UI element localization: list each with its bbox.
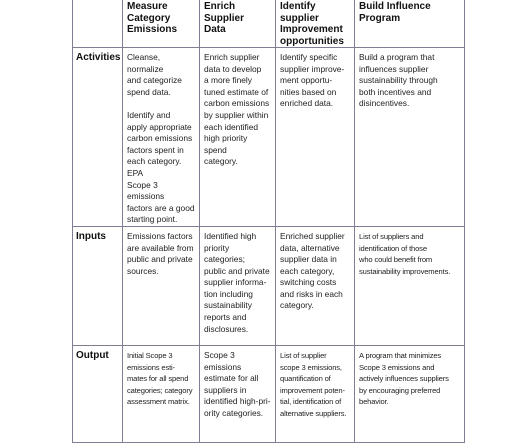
table-row	[73, 48, 465, 227]
table-cell: Enrich supplier data to develop a more finely tuned estimate of carbon emissions by supplier within each identified high priority spend category.	[200, 48, 276, 227]
table-cell: Emissions factors are available from public and private sources.	[123, 226, 200, 345]
row-header-inputs: Inputs	[73, 226, 123, 345]
row-header-activities: Activities	[73, 48, 123, 227]
corner-cell	[73, 0, 123, 48]
row-header-output: Output	[73, 345, 123, 442]
table-cell: A program that minimizes Scope 3 emissions and actively influences suppliers by encouraging preferred behavior.	[355, 345, 465, 442]
column-header-measure-category-emissions: Measure Category Emissions	[123, 0, 200, 48]
table-cell: Identify specific supplier improve- ment opportu- nities based on enriched data.	[276, 48, 355, 227]
table-cell: Cleanse, normalize and categorize spend data. Identify and apply appropriate carbon emissions factors spent in each category. EPA Scope 3 emissions factors are a good starting point.	[123, 48, 200, 227]
table-cell: Initial Scope 3 emissions esti- mates for all spend categories; category assessment matrix.	[123, 345, 200, 442]
table-row	[73, 345, 465, 442]
column-header-build-influence-program: Build Influence Program	[355, 0, 465, 48]
table-cell: Enriched supplier data, alternative supplier data in each category, switching costs and risks in each category.	[276, 226, 355, 345]
scope3-program-matrix	[72, 0, 465, 443]
table-cell: List of supplier scope 3 emissions, quantification of improvement poten- tial, identification of alternative suppliers.	[276, 345, 355, 442]
header-row	[73, 0, 465, 48]
table-cell: Identified high priority categories; public and private supplier informa- tion including sustainability reports and disclosures.	[200, 226, 276, 345]
table-cell: List of suppliers and identification of those who could benefit from sustainability improvements.	[355, 226, 465, 345]
table-cell: Build a program that influences supplier sustainability through both incentives and disincentives.	[355, 48, 465, 227]
table-row	[73, 226, 465, 345]
column-header-enrich-supplier-data: Enrich Supplier Data	[200, 0, 276, 48]
table-cell: Scope 3 emissions estimate for all suppliers in identified high-pri- ority categories.	[200, 345, 276, 442]
column-header-identify-supplier-opportunities: Identify supplier Improvement opportunities	[276, 0, 355, 48]
